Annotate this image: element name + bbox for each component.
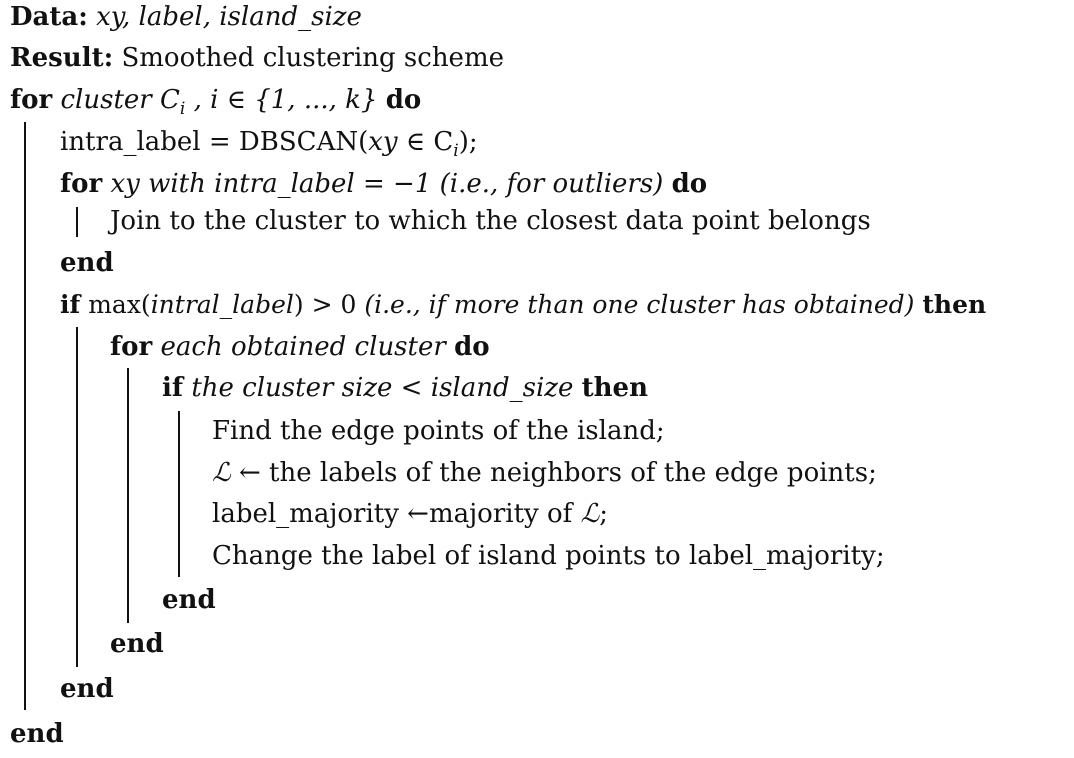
step2-text: ← the labels of the neighbors of the edge points; — [230, 458, 877, 488]
end-keyword: end — [110, 629, 164, 659]
outer-for-condition: cluster C — [60, 85, 180, 115]
for-each-condition: each obtained cluster — [160, 332, 446, 362]
join-text: Join to the cluster to which the closest data point belongs — [110, 206, 871, 236]
outlier-for-condition: xy with intra_label = −1 (i.e., for outliers) — [110, 169, 664, 199]
result-line — [10, 38, 504, 78]
for-each-scope-rule — [127, 368, 129, 623]
dbscan-argument: xy — [368, 127, 398, 157]
inner-for-outlier-scope-rule — [76, 207, 78, 237]
size-condition-op: < — [392, 373, 431, 403]
if-size-line — [162, 368, 648, 408]
dbscan-subscript: i — [453, 141, 459, 162]
dbscan-membership: ∈ C — [397, 127, 454, 157]
if-keyword: if — [162, 373, 184, 403]
step-find-edge-points — [212, 411, 665, 451]
end-keyword: end — [60, 248, 114, 278]
result-keyword: Result: — [10, 43, 114, 73]
step3-end: ; — [599, 499, 609, 529]
data-variables: xy, label, island_size — [96, 2, 362, 32]
join-line — [110, 201, 871, 241]
for-keyword: for — [60, 169, 103, 199]
result-text: Smoothed clustering scheme — [121, 43, 504, 73]
outer-for-scope-rule — [24, 122, 26, 710]
end-keyword: end — [60, 674, 114, 704]
dbscan-prefix: intra_label = DBSCAN( — [60, 127, 369, 157]
data-line — [10, 0, 362, 37]
do-keyword: do — [385, 85, 422, 115]
outer-for-line — [10, 80, 421, 120]
dbscan-line — [60, 122, 478, 162]
label-set-symbol: ℒ — [212, 458, 231, 488]
label-set-symbol: ℒ — [580, 499, 600, 529]
step-change-label — [212, 536, 885, 576]
size-condition-left: the cluster size — [191, 373, 393, 403]
if-size-scope-rule — [178, 411, 180, 577]
dbscan-suffix: ); — [458, 127, 478, 157]
for-each-line — [110, 327, 490, 367]
data-keyword: Data: — [10, 2, 88, 32]
step1-text: Find the edge points of the island; — [212, 416, 665, 446]
end-outer-for-line — [10, 714, 64, 754]
max-prefix: max( — [88, 290, 151, 319]
max-note: (i.e., if more than one cluster has obtained) — [364, 290, 915, 319]
outlier-for-line — [60, 164, 707, 204]
do-keyword: do — [671, 169, 708, 199]
if-max-line — [60, 285, 986, 325]
step3-text: label_majority ←majority of — [212, 499, 581, 529]
max-argument: intral_label — [150, 290, 294, 319]
end-if-size-line — [162, 580, 216, 620]
max-suffix: ) > 0 — [293, 290, 357, 319]
end-if-max-line — [60, 669, 114, 709]
then-keyword: then — [581, 373, 648, 403]
end-for-each-line — [110, 624, 164, 664]
step4-text: Change the label of island points to label_majority; — [212, 541, 885, 571]
then-keyword: then — [922, 290, 987, 319]
if-max-scope-rule — [76, 327, 78, 667]
end-keyword: end — [162, 585, 216, 615]
outer-for-subscript: i — [179, 99, 186, 120]
step-neighbor-labels — [212, 453, 877, 493]
end-outlier-for-line — [60, 243, 114, 283]
outer-for-range: , i ∈ {1, ..., k} — [185, 85, 378, 115]
end-keyword: end — [10, 719, 64, 749]
do-keyword: do — [454, 332, 490, 362]
step-label-majority — [212, 494, 608, 534]
size-condition-right: island_size — [430, 373, 574, 403]
for-keyword: for — [10, 85, 53, 115]
for-keyword: for — [110, 332, 153, 362]
if-keyword: if — [60, 290, 81, 319]
